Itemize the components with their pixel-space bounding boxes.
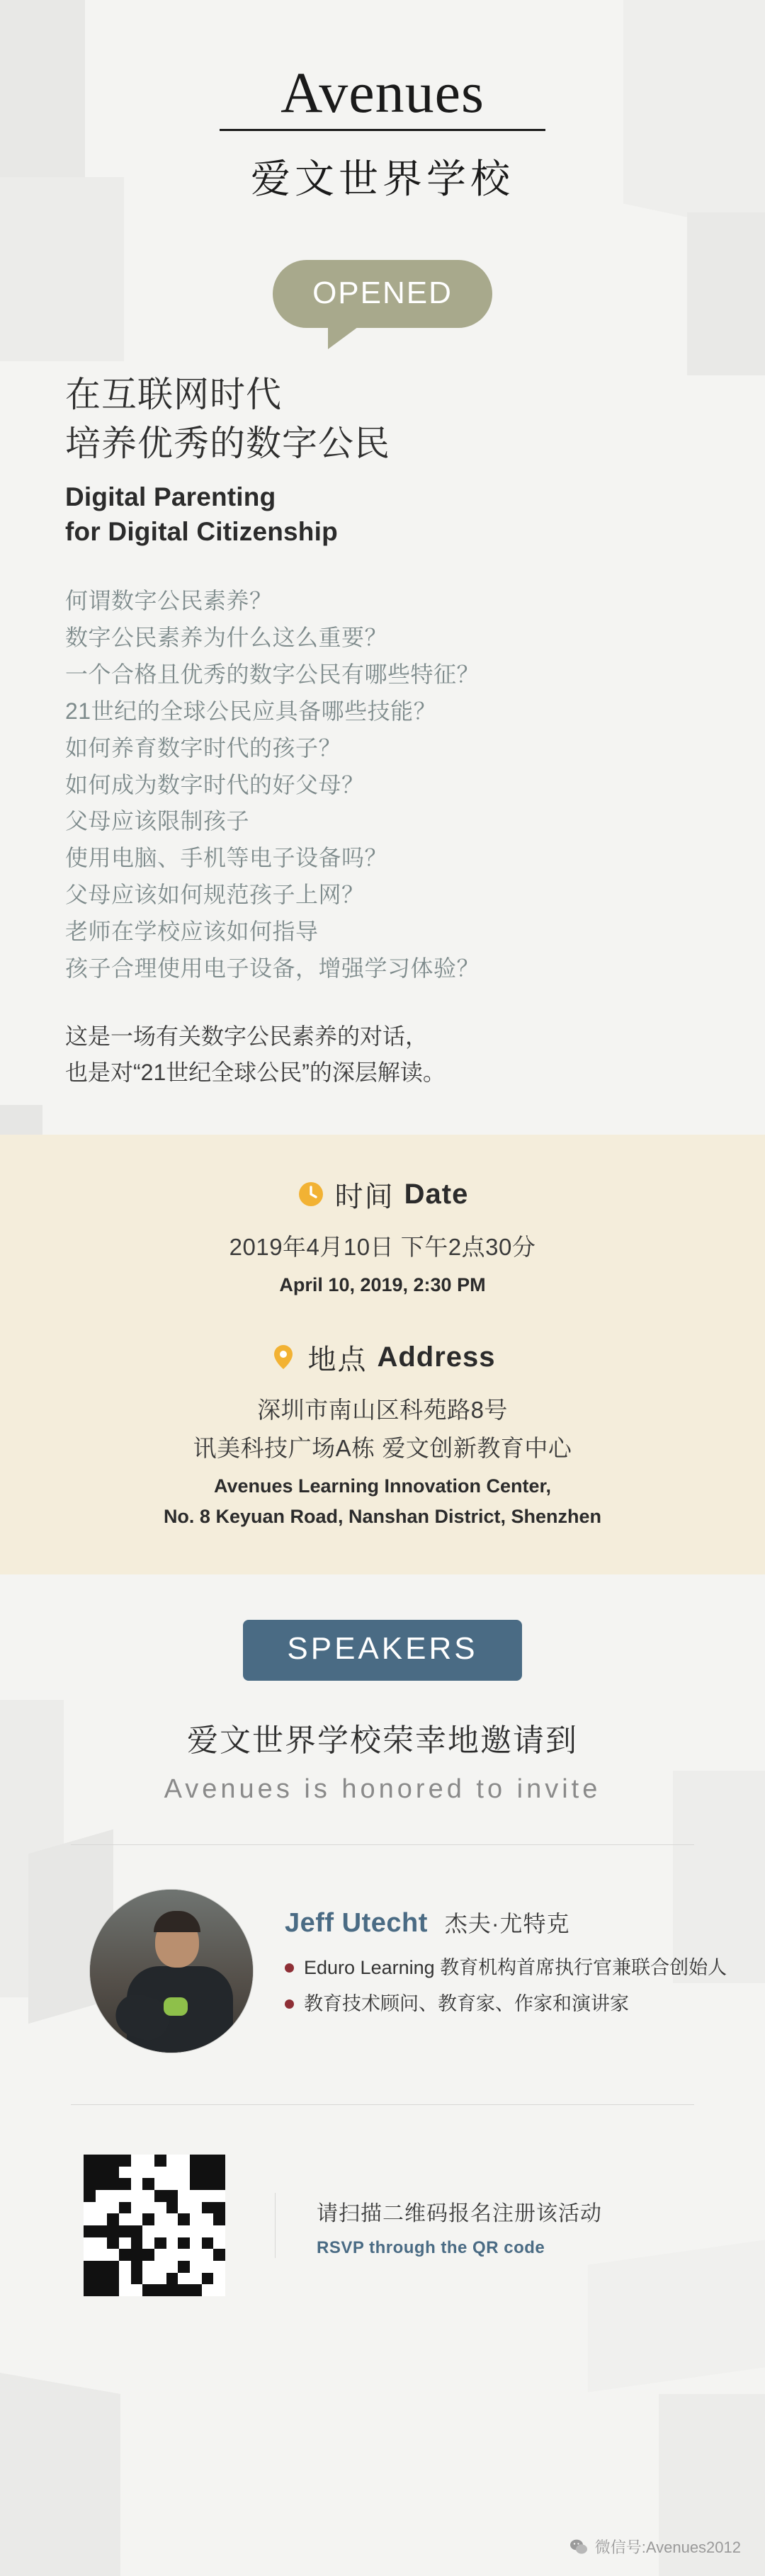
bullet-dot-icon xyxy=(285,1963,294,1973)
qr-code[interactable] xyxy=(84,2155,225,2296)
qr-instruction-en: RSVP through the QR code xyxy=(317,2237,545,2257)
title-block xyxy=(0,370,765,1091)
bg-shape xyxy=(0,2373,120,2576)
footer-text: 微信号:Avenues2012 xyxy=(594,2538,741,2556)
speakers-pill: SPEAKERS xyxy=(243,1620,521,1681)
qr-section xyxy=(0,2105,765,2296)
speaker-name-cn: 杰夫·尤特克 xyxy=(444,1910,570,1936)
address-value-cn-line-1: 深圳市南山区科苑路8号 xyxy=(257,1396,508,1423)
clock-icon xyxy=(297,1180,325,1208)
question-item: 父母应该如何规范孩子上网？ xyxy=(65,882,365,908)
title-chinese-line-2: 培养优秀的数字公民 xyxy=(65,424,390,463)
question-item: 如何养育数字时代的孩子？ xyxy=(65,734,342,761)
question-item: 21世纪的全球公民应具备哪些技能？ xyxy=(65,698,437,724)
footer-wechat xyxy=(570,2536,741,2558)
logo-wordmark: Avenues xyxy=(280,60,484,125)
speaker-bullet-text: Eduro Learning 教育机构首席执行官兼联合创始人 xyxy=(304,1956,727,1978)
date-value-cn: 2019年4月10日 下午2点30分 xyxy=(229,1233,536,1260)
title-chinese-line-1: 在互联网时代 xyxy=(65,375,282,414)
title-english-line-1: Digital Parenting xyxy=(65,482,276,511)
speakers-section xyxy=(0,1620,765,1681)
title-english-line-2: for Digital Citizenship xyxy=(65,517,338,547)
qr-text-block xyxy=(275,2193,602,2258)
event-info-band xyxy=(0,1135,765,1574)
title-chinese xyxy=(65,370,714,468)
avatar-shirt-logo xyxy=(164,1997,188,2016)
address-label-cn: 地点 xyxy=(307,1344,368,1375)
wechat-icon xyxy=(570,2538,588,2556)
question-item: 使用电脑、手机等电子设备吗？ xyxy=(65,845,388,871)
speaker-bullet xyxy=(285,1990,727,2018)
speaker-name-en: Jeff Utecht xyxy=(285,1907,428,1938)
opened-label-open: OPEN xyxy=(312,276,407,310)
question-item: 何谓数字公民素养？ xyxy=(65,588,273,614)
question-item: 老师在学校应该如何指导 xyxy=(65,918,319,944)
question-item: 如何成为数字时代的好父母？ xyxy=(65,771,365,798)
opened-badge-wrap xyxy=(0,260,765,328)
question-item: 一个合格且优秀的数字公民有哪些特征？ xyxy=(65,662,480,688)
date-heading xyxy=(42,1174,722,1215)
opened-badge xyxy=(273,260,492,328)
address-label-en: Address xyxy=(377,1341,496,1373)
brand-logo xyxy=(0,0,765,205)
logo-underline xyxy=(220,129,545,131)
address-value-en-line-1: Avenues Learning Innovation Center, xyxy=(213,1475,552,1497)
qr-instruction-cn: 请扫描二维码报名注册该活动 xyxy=(317,2201,602,2225)
title-english xyxy=(65,480,714,549)
invite-line-cn: 爱文世界学校荣幸地邀请到 xyxy=(187,1723,578,1758)
speaker-card xyxy=(0,1845,765,2053)
speaker-info xyxy=(285,1889,727,2018)
location-pin-icon xyxy=(269,1343,298,1371)
closing-line-2: 也是对“21世纪全球公民”的深层解读。 xyxy=(65,1059,446,1085)
avatar xyxy=(89,1889,254,2053)
closing-line-1: 这是一场有关数字公民素养的对话， xyxy=(65,1023,429,1049)
opened-label-ed: ED xyxy=(406,276,453,310)
speaker-name-row xyxy=(285,1906,727,1939)
address-value-cn-line-2: 讯美科技广场A栋 爱文创新教育中心 xyxy=(193,1434,572,1461)
info-spacer xyxy=(42,1299,722,1337)
question-list xyxy=(65,583,714,987)
address-value-en-line-2: No. 8 Keyuan Road, Nanshan District, Shenzhen xyxy=(163,1505,602,1527)
speaker-bullet xyxy=(285,1954,727,1982)
question-item: 数字公民素养为什么这么重要？ xyxy=(65,625,388,651)
speaker-bullet-text: 教育技术顾问、教育家、作家和演讲家 xyxy=(304,1992,629,2014)
speaker-bullet-list xyxy=(285,1954,727,2018)
date-label-en: Date xyxy=(404,1178,469,1210)
question-item: 父母应该限制孩子 xyxy=(65,808,250,834)
date-label-cn: 时间 xyxy=(334,1181,395,1213)
question-item: 孩子合理使用电子设备，增强学习体验？ xyxy=(65,955,480,981)
logo-chinese-name: 爱文世界学校 xyxy=(251,157,514,201)
closing-paragraph xyxy=(65,1019,714,1091)
invite-line-en: Avenues is honored to invite xyxy=(164,1774,601,1804)
address-heading xyxy=(42,1337,722,1378)
bullet-dot-icon xyxy=(285,1999,294,2009)
date-value-en: April 10, 2019, 2:30 PM xyxy=(279,1273,486,1295)
